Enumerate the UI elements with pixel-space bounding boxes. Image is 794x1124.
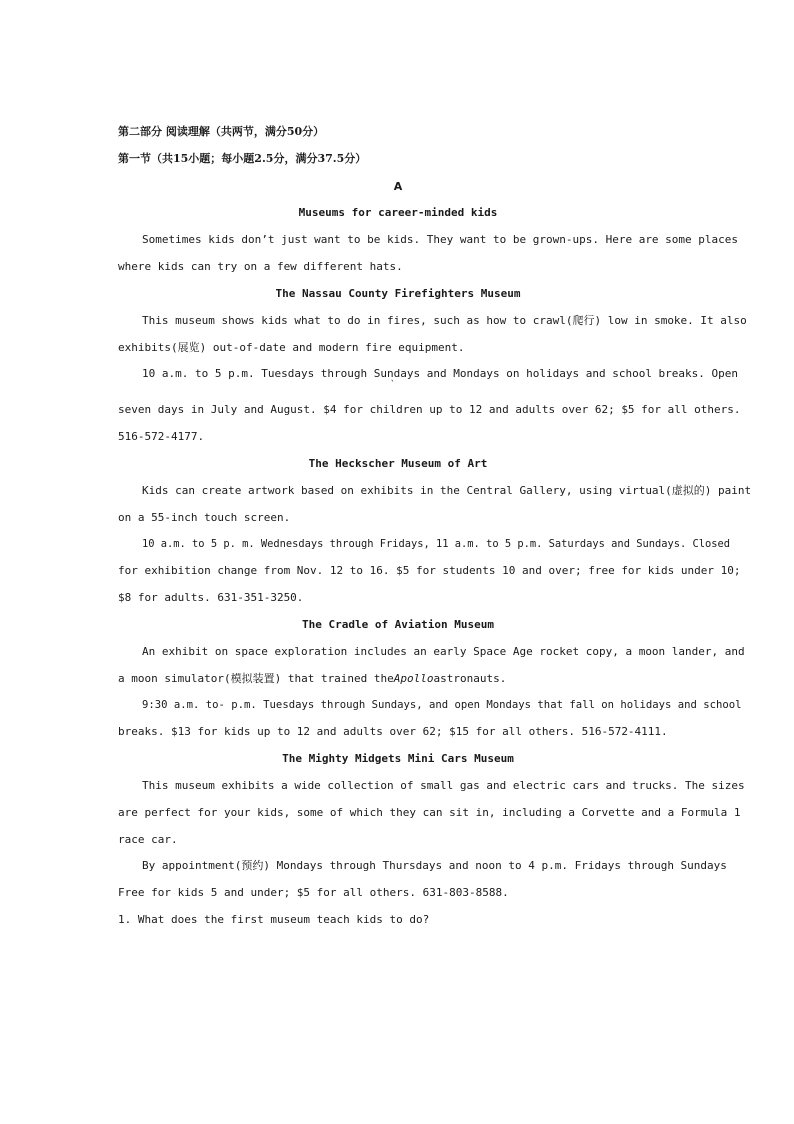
museum1-name: The Nassau County Firefighters Museum: [275, 287, 521, 300]
museum3-hours-line-1: 9:30 a.m. to- p.m. Tuesdays through Sundays, and open Mondays that fall on holidays and school: [142, 699, 742, 711]
museum4-desc-line-3: race car.: [118, 833, 178, 846]
museum4-desc-line-1: This museum exhibits a wide collection of small gas and electric cars and trucks. The sizes: [142, 779, 745, 792]
passage-title: Museums for career-minded kids: [298, 206, 498, 219]
museum2-hours-line-2: for exhibition change from Nov. 12 to 16. $5 for students 10 and over; free for kids under 10;: [118, 564, 741, 577]
museum1-desc-line-2: exhibits(展览) out-of-date and modern fire equipment.: [118, 341, 465, 354]
museum1-hours-line-2: seven days in July and August. $4 for children up to 12 and adults over 62; $5 for all others.: [118, 403, 741, 416]
museum2-name: The Heckscher Museum of Art: [308, 457, 488, 470]
museum1-phone: 516-572-4177.: [118, 430, 205, 443]
museum4-name: The Mighty Midgets Mini Cars Museum: [282, 752, 514, 765]
stray-mark: `: [390, 380, 396, 390]
question-1: 1. What does the first museum teach kids to do?: [118, 913, 430, 926]
part-heading: 第二部分 阅读理解（共两节，满分50分）: [118, 125, 325, 138]
museum3-desc-line-2: [118, 672, 678, 686]
museum1-hours-line-1: 10 a.m. to 5 p.m. Tuesdays through Sundays and Mondays on holidays and school breaks. Open: [142, 367, 739, 380]
intro-line-2: where kids can try on a few different hats.: [118, 260, 403, 273]
museum3-desc-line-2-end: astronauts.: [433, 672, 507, 685]
apollo-italic: Apollo: [393, 672, 434, 685]
museum2-desc-line-1: Kids can create artwork based on exhibits in the Central Gallery, using virtual(虚拟的) paint: [142, 484, 752, 497]
museum3-desc-line-1: An exhibit on space exploration includes an early Space Age rocket copy, a moon lander, and: [142, 645, 745, 658]
section-heading: 第一节（共15小题；每小题2.5分，满分37.5分）: [118, 152, 367, 165]
museum3-hours-line-2: breaks. $13 for kids up to 12 and adults over 62; $15 for all others. 516-572-4111.: [118, 725, 668, 738]
museum2-desc-line-2: on a 55-inch touch screen.: [118, 511, 291, 524]
museum3-desc-line-2-start: a moon simulator(模拟装置) that trained the: [118, 672, 394, 685]
museum4-desc-line-2: are perfect for your kids, some of which they can sit in, including a Corvette and a Formula 1: [118, 806, 741, 819]
museum3-name: The Cradle of Aviation Museum: [301, 618, 495, 631]
museum4-hours-line-1: By appointment(预约) Mondays through Thursdays and noon to 4 p.m. Fridays through Sundays: [142, 859, 727, 872]
museum2-hours-line-1: 10 a.m. to 5 p. m. Wednesdays through Fridays, 11 a.m. to 5 p.m. Saturdays and Sundays. Closed: [142, 538, 731, 550]
intro-line-1: Sometimes kids don’t just want to be kids. They want to be grown-ups. Here are some places: [142, 233, 739, 246]
museum1-desc-line-1: This museum shows kids what to do in fires, such as how to crawl(爬行) low in smoke. It also: [142, 314, 747, 327]
passage-letter: A: [393, 180, 403, 193]
museum2-hours-line-3: $8 for adults. 631-351-3250.: [118, 591, 304, 604]
museum4-hours-line-2: Free for kids 5 and under; $5 for all others. 631-803-8588.: [118, 886, 509, 899]
